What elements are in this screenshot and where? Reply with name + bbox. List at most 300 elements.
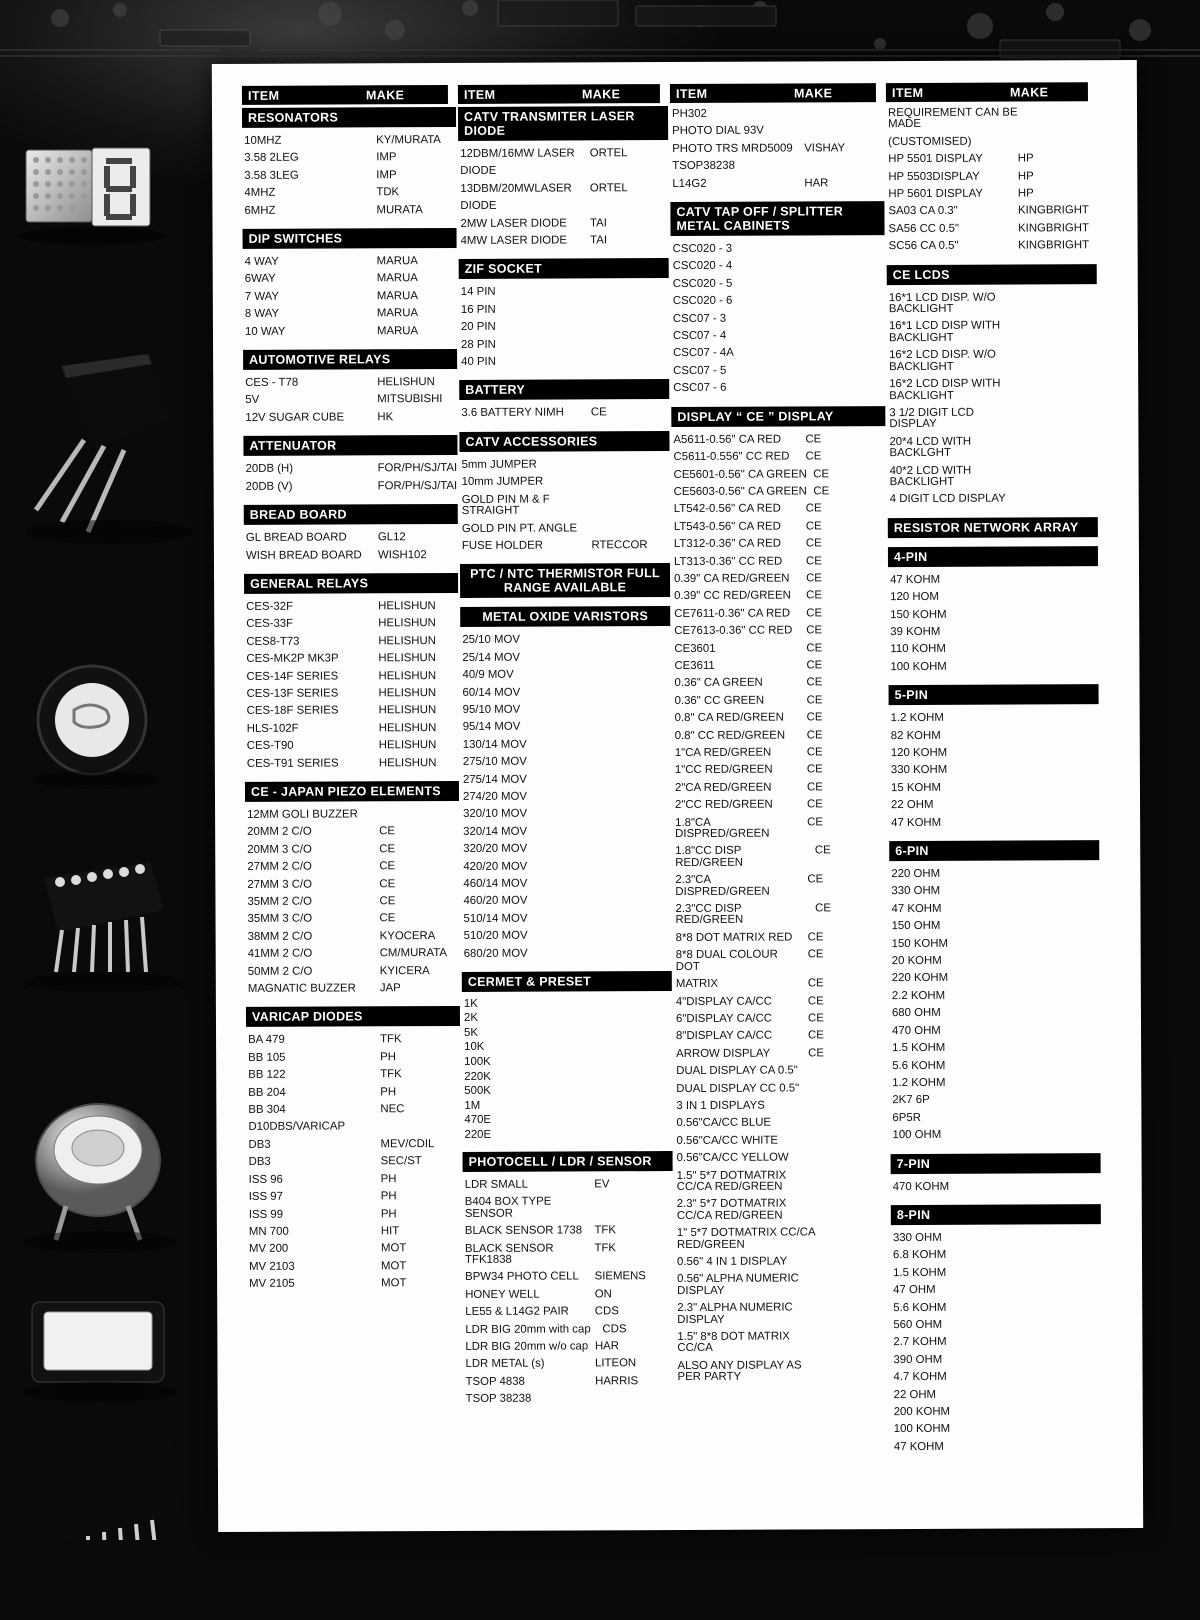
header-item-1: ITEM: [247, 88, 280, 103]
item-name: ISS 96: [248, 1173, 283, 1186]
item-name: 47 KOHM: [890, 573, 941, 586]
catalogue-columns: [242, 104, 1113, 1459]
item-make: NEC: [380, 1103, 405, 1116]
item-make: [591, 476, 670, 488]
item-name: 40/9 MOV: [462, 668, 514, 682]
item-make: [593, 826, 672, 838]
table-row: [891, 1316, 1101, 1334]
item-make: [805, 261, 885, 273]
table-row: [461, 684, 671, 702]
table-row: [674, 1097, 888, 1115]
item-name: 4 DIGIT LCD DISPLAY: [889, 492, 1006, 506]
table-row: [888, 462, 1098, 492]
table-row: [247, 1275, 461, 1293]
item-name: 1.8"CA DISPRED/GREEN: [675, 816, 770, 841]
item-make: CE: [807, 977, 824, 990]
item-name: 0.36" CA GREEN: [674, 677, 763, 690]
item-make: [1022, 1060, 1101, 1072]
item-name: 20DB (V): [245, 480, 293, 493]
item-name: 20MM 3 C/O: [247, 843, 312, 856]
item-make: [593, 808, 672, 820]
table-row: [459, 318, 669, 336]
table-row: [459, 353, 669, 371]
item-name: 330 OHM: [891, 885, 941, 898]
item-name: LDR BIG 20mm with cap: [465, 1323, 591, 1336]
table-row: [887, 404, 1097, 434]
table-row: [461, 840, 671, 858]
item-make: [1026, 436, 1097, 459]
item-name: 40*2 LCD WITH BACKLIGHT: [889, 464, 972, 489]
item-make: CE: [806, 781, 823, 794]
item-name: 10mm JUMPER: [461, 475, 544, 489]
section-title-bar: CATV TAP OFF / SPLITTER METAL CABINETS: [670, 201, 884, 236]
item-make: [1021, 973, 1100, 985]
item-make: [1023, 1441, 1102, 1453]
table-row: [247, 1258, 461, 1276]
table-row: [463, 1286, 673, 1304]
item-name: SA56 CC 0.5": [888, 222, 960, 235]
item-make: [805, 313, 885, 325]
table-row: [890, 1039, 1100, 1057]
table-row: [673, 727, 887, 745]
item-make: CE: [379, 877, 396, 890]
item-name: 0.56"CA/CC YELLOW: [676, 1151, 789, 1165]
item-make: EV: [594, 1178, 610, 1191]
table-row: [672, 483, 886, 501]
table-row: [246, 963, 460, 981]
table-row: [459, 283, 669, 301]
header-item-2: ITEM: [463, 87, 496, 102]
item-make: [817, 1302, 889, 1325]
header-make-2: MAKE: [581, 86, 621, 101]
item-make: [1025, 107, 1096, 130]
table-row: [244, 633, 458, 651]
item-make: TAI: [590, 234, 608, 247]
item-name: MV 2103: [249, 1260, 295, 1273]
item-make: [593, 930, 672, 942]
black-relay-photo: [26, 354, 194, 544]
item-name: MV 2105: [249, 1277, 295, 1290]
item-make: [827, 1198, 889, 1221]
item-make: MARUA: [376, 272, 418, 285]
item-name: 0.56" ALPHA NUMERIC DISPLAY: [677, 1272, 799, 1297]
table-row: [671, 362, 885, 380]
item-name: LT313-0.36" CC RED: [673, 555, 783, 568]
table-row: [888, 606, 1098, 624]
item-make: [593, 861, 672, 873]
table-row: [460, 491, 670, 521]
item-make: [1021, 990, 1100, 1002]
table-row: [671, 240, 885, 258]
item-make: [594, 1071, 673, 1083]
item-name: CES-13F SERIES: [246, 687, 339, 700]
item-name: 35MM 2 C/O: [247, 895, 313, 908]
item-name: 2"CC RED/GREEN: [675, 798, 773, 812]
table-row: [244, 598, 458, 616]
item-name: MATRIX: [675, 977, 719, 991]
table-row: [463, 1355, 673, 1373]
table-row: [671, 327, 885, 345]
item-name: CES-T90: [246, 739, 294, 753]
table-row: [245, 910, 459, 928]
item-name: CSC020 - 6: [672, 295, 733, 308]
item-name: ISS 97: [248, 1190, 283, 1203]
catalogue-column: [458, 106, 676, 1458]
table-row: [891, 1299, 1101, 1317]
item-make: CDS: [602, 1322, 627, 1335]
item-name: 510/20 MOV: [463, 929, 528, 943]
item-name: 40 PIN: [461, 355, 496, 369]
table-row: [670, 175, 884, 193]
table-row: [673, 871, 887, 901]
table-row: [888, 588, 1098, 606]
item-make: CE: [379, 825, 396, 838]
table-row: [461, 753, 671, 771]
table-row: [889, 744, 1099, 762]
item-name: L14G2: [672, 177, 707, 190]
item-make: [1027, 465, 1098, 488]
item-name: HONEY WELL: [465, 1288, 540, 1301]
table-row: [889, 796, 1099, 814]
item-name: 27MM 2 C/O: [247, 860, 312, 874]
table-row: [671, 310, 885, 328]
section-title-bar: 7-PIN: [891, 1153, 1101, 1174]
table-row: [461, 718, 671, 736]
item-make: CE: [813, 485, 830, 498]
item-name: SA03 CA 0.3": [888, 205, 958, 218]
item-name: ALSO ANY DISPLAY AS PER PARTY: [677, 1359, 802, 1384]
lcd-module-photo: [24, 1302, 176, 1402]
table-row: [670, 140, 884, 158]
piezo-element-round-photo: [24, 1104, 176, 1253]
item-name: BLACK SENSOR 1738: [464, 1224, 583, 1238]
item-make: [1037, 378, 1098, 401]
table-row: [670, 157, 884, 175]
table-row: [671, 448, 885, 466]
item-name: 130/14 MOV: [462, 738, 527, 751]
item-name: TSOP38238: [672, 159, 735, 173]
item-name: 2.3" 5*7 DOTMATRIX CC/CA RED/GREEN: [676, 1197, 787, 1222]
table-row: [243, 391, 457, 409]
item-make: MITSUBISHI: [377, 393, 443, 406]
table-row: [888, 658, 1098, 676]
item-make: [599, 494, 670, 517]
table-row: [675, 1224, 889, 1254]
item-name: 16*1 LCD DISP WITH BACKLIGHT: [888, 320, 1001, 344]
table-row: [890, 970, 1100, 988]
item-name: GL BREAD BOARD: [245, 531, 347, 544]
item-name: 2.7 KOHM: [893, 1336, 947, 1349]
item-name: 14 PIN: [460, 286, 496, 299]
catalogue-column: [242, 107, 464, 1459]
item-name: 2.2 KOHM: [891, 989, 946, 1002]
table-row: [245, 806, 459, 824]
item-name: 8*8 DUAL COLOUR DOT: [675, 948, 778, 973]
item-name: 274/20 MOV: [462, 790, 527, 803]
table-row: [887, 433, 1097, 463]
item-name: 0.56"CA/CC BLUE: [676, 1116, 772, 1130]
item-make: KINGBRIGHT: [1017, 204, 1089, 217]
item-make: [590, 200, 669, 212]
item-make: HELISHUN: [378, 704, 437, 717]
item-make: [804, 160, 884, 172]
item-name: CSC020 - 5: [672, 277, 733, 290]
header-make-1: MAKE: [365, 87, 405, 102]
item-make: CE: [806, 763, 823, 776]
item-make: CE: [806, 694, 823, 707]
table-row: [673, 709, 887, 727]
item-make: [594, 1027, 673, 1039]
item-make: [808, 1100, 888, 1112]
table-row: [461, 736, 671, 754]
item-name: CSC07 - 6: [673, 382, 727, 395]
item-name: DUAL DISPLAY CA 0.5": [676, 1064, 798, 1078]
item-make: [592, 634, 671, 646]
item-make: [593, 948, 672, 960]
table-row: [674, 1027, 888, 1045]
section-title-bar: AUTOMOTIVE RELAYS: [243, 349, 457, 370]
table-row: [673, 761, 887, 779]
item-make: CE: [590, 406, 607, 419]
item-name: 4MHZ: [244, 186, 276, 200]
item-name: 320/20 MOV: [463, 842, 528, 856]
item-make: MARUA: [376, 324, 419, 337]
catalogue-body: [242, 82, 1113, 1516]
piezo-buzzer-ring-photo: [32, 666, 160, 789]
table-row: [246, 1136, 460, 1154]
item-make: PH: [380, 1051, 396, 1064]
table-row: [458, 162, 668, 180]
item-name: 20MM 2 C/O: [247, 825, 312, 839]
item-make: [1020, 626, 1099, 638]
item-make: TDK: [376, 186, 400, 199]
table-row: [463, 1321, 673, 1339]
item-make: CE: [805, 554, 822, 567]
item-make: [805, 330, 885, 342]
item-name: 12MM GOLI BUZZER: [247, 808, 358, 821]
table-row: [245, 720, 459, 738]
section-title-bar: CATV ACCESSORIES: [459, 431, 669, 452]
table-row: [461, 875, 671, 893]
item-name: PHOTO DIAL 93V: [672, 125, 764, 138]
table-row: [245, 858, 459, 876]
item-name: CSC020 - 3: [672, 242, 733, 256]
item-name: 6WAY: [244, 273, 276, 286]
item-name: 47 KOHM: [893, 1440, 944, 1453]
section-title-bar: BREAD BOARD: [244, 504, 458, 525]
table-row: [889, 762, 1099, 780]
table-row: [462, 927, 672, 945]
table-row: [886, 168, 1096, 186]
table-row: [675, 1328, 889, 1358]
item-name: 8 WAY: [244, 307, 280, 321]
item-name: 330 OHM: [892, 1231, 942, 1245]
table-row: [889, 900, 1099, 918]
table-row: [243, 409, 457, 427]
item-name: 15 KOHM: [890, 781, 942, 794]
table-row: [675, 1253, 889, 1271]
item-make: [1022, 1181, 1101, 1193]
item-make: HELISHUN: [377, 376, 435, 389]
item-name: 20DB (H): [245, 462, 294, 476]
table-row: [889, 865, 1099, 883]
seven-segment-display-photo: [18, 148, 166, 245]
item-name: CES-32F: [246, 600, 294, 613]
item-make: [1020, 747, 1099, 759]
table-row: [672, 553, 886, 571]
section-title-bar: CE - JAPAN PIEZO ELEMENTS: [245, 781, 459, 802]
table-row: [461, 805, 671, 823]
item-name: LT542-0.56" CA RED: [673, 502, 781, 516]
item-name: 39 KOHM: [890, 625, 941, 639]
table-row: [673, 779, 887, 797]
table-row: [672, 570, 886, 588]
item-name: 0.39" CC RED/GREEN: [674, 589, 791, 603]
item-make: CE: [806, 746, 823, 759]
item-name: 0.36" CC GREEN: [674, 694, 765, 707]
item-make: CE: [806, 659, 823, 672]
item-make: [593, 843, 672, 855]
table-row: [891, 1351, 1101, 1369]
item-make: CE: [806, 711, 823, 724]
table-row: [672, 674, 886, 692]
item-make: [1022, 1025, 1101, 1037]
item-name: 6MHZ: [244, 204, 276, 217]
item-name: LDR METAL (s): [465, 1358, 545, 1371]
item-name: 220 OHM: [891, 867, 941, 881]
table-row: [462, 1011, 672, 1027]
item-make: HP: [1017, 152, 1034, 165]
item-make: [1018, 136, 1097, 148]
item-make: CM/MURATA: [379, 947, 447, 960]
item-name: MAGNATIC BUZZER: [247, 982, 356, 995]
table-row: [890, 1057, 1100, 1075]
item-make: [827, 1170, 889, 1193]
table-row: [243, 305, 457, 323]
table-row: [244, 529, 458, 547]
item-make: HAR: [804, 176, 829, 190]
item-name: REQUIREMENT CAN BE MADE: [887, 106, 1018, 131]
table-row: [246, 1118, 460, 1136]
item-name: 470E: [464, 1114, 492, 1127]
table-row: [671, 292, 885, 310]
table-row: [890, 1004, 1100, 1022]
table-row: [890, 1074, 1100, 1092]
table-row: [672, 518, 886, 536]
item-name: DB3: [248, 1156, 271, 1169]
catalogue-column: [886, 104, 1104, 1456]
item-make: HELISHUN: [378, 739, 437, 752]
section-title-bar: METAL OXIDE VARISTORS: [460, 606, 670, 627]
item-name: 680 OHM: [891, 1007, 941, 1020]
item-name: 27MM 3 C/O: [247, 878, 312, 891]
item-make: HELISHUN: [378, 756, 437, 769]
table-row: [463, 1222, 673, 1240]
item-name: 220E: [464, 1128, 492, 1141]
section-title-bar: CERMET & PRESET: [462, 971, 672, 992]
item-make: [1021, 868, 1100, 880]
section-title-bar: PHOTOCELL / LDR / SENSOR: [463, 1151, 673, 1172]
item-make: CE: [806, 676, 823, 689]
item-name: SC56 CA 0.5": [888, 240, 959, 253]
table-row: [892, 1368, 1102, 1386]
table-row: [672, 605, 886, 623]
item-make: MARUA: [376, 255, 418, 268]
table-row: [463, 1338, 673, 1356]
item-make: HARRIS: [595, 1375, 639, 1388]
item-make: [1021, 799, 1100, 811]
table-row: [460, 537, 670, 555]
product-photos-svg: [0, 120, 215, 1540]
item-name: CE7611-0.36" CA RED: [674, 607, 791, 620]
item-name: PHOTO TRS MRD5009: [672, 142, 793, 155]
table-row: [886, 220, 1096, 238]
table-row: [459, 405, 669, 423]
item-name: 22 OHM: [891, 799, 934, 812]
item-name: A5611-0.56" CA RED: [673, 433, 782, 446]
table-row: [887, 375, 1097, 405]
item-make: HP: [1017, 187, 1034, 200]
item-make: [593, 998, 672, 1010]
table-row: [889, 814, 1099, 832]
table-row: [462, 1025, 672, 1041]
table-row: [461, 823, 671, 841]
item-name: 330 KOHM: [890, 764, 948, 777]
item-name: (CUSTOMISED): [888, 135, 972, 148]
item-name: CE5601-0.56" CA GREEN: [673, 467, 807, 481]
table-row: [890, 1091, 1100, 1109]
item-make: [1023, 1354, 1102, 1366]
item-name: CES - T78: [245, 376, 299, 389]
table-row: [674, 1080, 888, 1098]
table-row: [462, 1084, 672, 1100]
item-make: KINGBRIGHT: [1018, 239, 1090, 252]
table-row: [891, 1264, 1101, 1282]
item-make: CE: [814, 844, 831, 857]
section-title-bar: VARICAP DIODES: [246, 1006, 460, 1027]
item-name: CSC07 - 5: [673, 364, 727, 377]
table-row: [242, 149, 456, 167]
table-row: [245, 876, 459, 894]
item-name: 16*1 LCD DISP. W/O BACKLIGHT: [888, 291, 996, 316]
table-row: [675, 1149, 889, 1167]
table-row: [674, 929, 888, 947]
item-name: CE3611: [674, 659, 715, 672]
item-make: MOT: [381, 1259, 407, 1273]
table-row: [463, 1176, 673, 1194]
item-make: CE: [806, 572, 822, 585]
item-name: 1M: [464, 1099, 481, 1112]
item-name: 1.5 KOHM: [893, 1266, 947, 1279]
item-make: [594, 1100, 673, 1112]
item-make: FOR/PH/SJ/TAI: [377, 462, 458, 475]
item-make: [590, 165, 669, 177]
table-row: [246, 1031, 460, 1049]
table-row: [675, 1299, 889, 1329]
item-make: HP: [1017, 170, 1034, 183]
table-row: [247, 1153, 461, 1171]
table-row: [890, 987, 1100, 1005]
item-name: 0.56" 4 IN 1 DISPLAY: [677, 1255, 788, 1269]
item-name: DUAL DISPLAY CC 0.5": [676, 1082, 800, 1095]
item-name: 100K: [464, 1055, 491, 1068]
item-name: 150 KOHM: [891, 937, 949, 950]
table-row: [671, 379, 885, 397]
catalogue-sheet: [212, 60, 1143, 1532]
item-make: HELISHUN: [378, 721, 437, 735]
item-make: [1037, 349, 1098, 372]
item-make: [592, 739, 671, 751]
